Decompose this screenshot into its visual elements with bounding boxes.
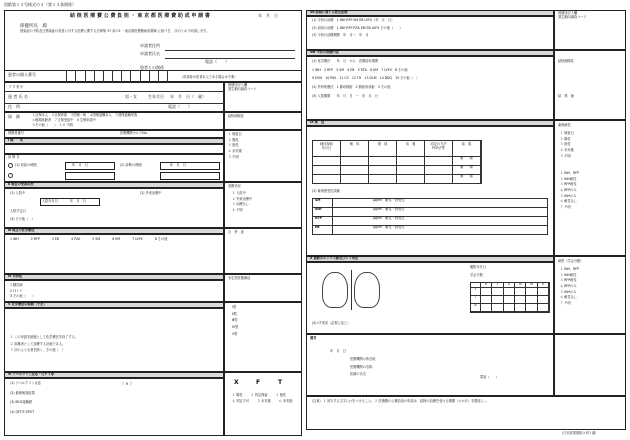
class-cell[interactable] [538, 288, 549, 295]
exam-cell[interactable] [369, 175, 397, 183]
remarks-fields [350, 358, 376, 381]
sec5-list [10, 336, 78, 356]
sec7-row[interactable]: (2) 前回の治療 1 INH RFP PZA SM EB LVFX その他（ ） [312, 25, 403, 30]
class-list [232, 306, 238, 339]
class-cell[interactable] [526, 288, 537, 295]
diagnosis-name-field[interactable] [4, 144, 224, 154]
drug-test-row [312, 217, 548, 226]
drug-item[interactable]: ３ RFP耐性 [560, 182, 577, 187]
drug-test-row [312, 208, 548, 217]
exam-cell[interactable] [341, 166, 369, 174]
result-item[interactable]: ４ 判定不可 [232, 398, 249, 403]
patient-age: 年 月 日（ 歳） [170, 94, 206, 99]
right-sub-item[interactable]: １ 検査日 [228, 132, 242, 136]
patient-relation-label: 患者との関係 [140, 65, 164, 70]
drug-test-row [312, 199, 548, 208]
class-row-header: r [471, 288, 481, 295]
sec6-item: (3) BCG接種歴 [10, 400, 32, 405]
class-row-header: l [471, 296, 481, 303]
exam-cell[interactable] [425, 157, 453, 165]
result-item[interactable]: ５ 未実施 [256, 398, 271, 403]
number-digit-box[interactable] [76, 70, 85, 82]
form-number: 別紙第１３号様式の３（第１３条関係） [4, 2, 76, 7]
second-visit-date: 年 月 日 [170, 163, 186, 167]
sec7-row[interactable]: (1) 今回の治療 1 INH RFP SM EB LVFX（年 月 日） [312, 18, 395, 22]
exam-cell[interactable] [341, 175, 369, 183]
sec10-title: Ⅹ 最新のエックス線及びＣＴ所見 [310, 256, 359, 260]
patient-phone: 電話（ ） [168, 104, 192, 109]
care-item[interactable]: ４ 不明 [232, 208, 243, 213]
right-code-title: 保健所記入欄 発生動向調査コード [228, 83, 257, 91]
diag-date-label: 診 断 日 [8, 155, 20, 159]
sec4-title: Ⅳ 合併症 [8, 274, 23, 278]
exam-cell[interactable] [313, 157, 341, 165]
sec3-drug[interactable]: 8 その他 [154, 237, 168, 241]
class-cell[interactable] [504, 296, 515, 303]
drug-name: RFP [313, 217, 333, 225]
exam-header: 培 養 [397, 141, 425, 156]
exam-cell[interactable]: 菌 陽 [453, 166, 481, 174]
right-sub-items-2 [560, 132, 574, 160]
exam-header: 結 果 [453, 141, 481, 156]
sec6-item: (1) ツベルクリン反応 [10, 381, 41, 385]
right-sub-item[interactable]: ５ 不明 [228, 154, 239, 159]
sec9-title: Ⅸ 検 査 [310, 120, 325, 124]
class-cell[interactable] [515, 304, 526, 311]
applicant-name-label: 申請者氏名 [140, 51, 160, 56]
exam-cell[interactable] [397, 157, 425, 165]
exam-cell[interactable] [341, 157, 369, 165]
exam-cell[interactable] [397, 175, 425, 183]
exam-header: 検体採取 年月日 [313, 141, 341, 156]
remarks-field: 医療機関の所在地 [350, 357, 376, 361]
right2-label-tb: 結 核 菌 [558, 94, 574, 98]
right-sub-item[interactable]: ５ 不明 [560, 153, 571, 158]
stamp-x: X [234, 379, 239, 386]
sec8-row[interactable]: (1) 化学療法 年 月 から 医療給付期間 [312, 59, 379, 63]
sec3-drug[interactable]: 2 RFP [30, 237, 40, 241]
tuberculin-value[interactable]: （ × ） [120, 381, 134, 386]
class-cell[interactable] [481, 296, 492, 303]
right-sub-item[interactable]: ４ 未実施 [228, 149, 242, 154]
insurance-types-3[interactable]: ９その他（ ） １０ 不明 [32, 123, 73, 127]
remarks-note: （注意）１ 該当する文字に○をつけること。２ 医療費の公費負担の申請は、結核の治療を受ける期間（６か月）を限度に… [310, 399, 487, 403]
first-visit-radio[interactable] [8, 163, 13, 168]
lung-right-diagram[interactable] [322, 272, 348, 308]
drug-item[interactable]: ５ INHのみ [560, 289, 577, 294]
drug-item[interactable]: ４ RFPのみ [560, 284, 577, 289]
drug-test-row [312, 226, 548, 235]
sec8-title: Ⅷ 今回の治療内容 [310, 50, 339, 54]
drug-name: INH [313, 208, 333, 216]
drug-test-table [312, 198, 548, 235]
class-col-header: IV [526, 283, 537, 287]
form-title: 結 核 医 療 費 公 費 負 担 ・ 東 京 都 医 療 費 助 成 申 請 書 [70, 13, 210, 19]
class-cell[interactable] [492, 288, 503, 295]
exam-cell[interactable] [425, 166, 453, 174]
furigana-label: フリガナ [8, 84, 24, 89]
class-cell[interactable] [515, 296, 526, 303]
right-sub-item[interactable]: ３ 陰性 [560, 142, 571, 147]
drug-item[interactable]: ７ 不明 [560, 301, 571, 306]
patient-relation-note: （申請者が患者本人である場合は不要） [180, 75, 238, 79]
sec8-row[interactable]: 1 INH 2 RFP 3 SM 4 EB 5 PZA 6 KM 7 LVFX 8 その他 [312, 67, 408, 72]
care-item[interactable]: ３ 治療なし [232, 202, 249, 207]
drug-item[interactable]: ２ INH耐性 [560, 272, 577, 277]
patient-number-label: 患者の個人番号 [8, 72, 36, 77]
sec2-planned[interactable]: 入院予定日 [10, 209, 26, 213]
care-item[interactable]: １ 入院中 [232, 191, 246, 195]
sec4-list [10, 284, 35, 301]
right-sub-item[interactable]: １ 検査日 [560, 131, 574, 135]
drug-test-label: (2) 薬剤感受性試験 [312, 189, 340, 193]
sec8-row[interactable]: (3) 入院期間 年 月 日 ～ 年 月 日 [312, 93, 379, 98]
class-cell[interactable] [481, 288, 492, 295]
drug-item[interactable]: ４ RFPのみ [560, 188, 577, 193]
sec4-item[interactable]: 1 糖尿病 [10, 283, 23, 287]
sec5-item[interactable]: ３ 次のような者を除く、その他（ ） [10, 348, 66, 353]
sec6-title: Ⅵ ツベルクリン反応・ＱＦＴ等 [8, 372, 54, 376]
stamp-t: T [278, 379, 283, 386]
right-sub-item[interactable]: ４ 未実施 [560, 148, 574, 153]
sec7-row[interactable]: (3) 今回の治療期間 年 月～ 年 月 [312, 33, 369, 38]
class-item[interactable]: Ⅳ型 [232, 325, 239, 330]
drug-item[interactable]: １ INH、RFP [560, 267, 580, 271]
exam-cell[interactable] [369, 166, 397, 174]
number-digit-box[interactable] [86, 70, 95, 82]
drug-item[interactable]: ７ 不明 [560, 205, 571, 210]
drug-item[interactable]: ２ INH耐性 [560, 176, 577, 181]
class-item[interactable]: Ⅰ型 [232, 305, 237, 309]
class-cell[interactable] [538, 296, 549, 303]
right2-label-result: 結核菌陽性 [558, 59, 574, 63]
sec6-item: (2) 最新検査結果 [10, 390, 35, 395]
sec3-title: Ⅲ 現在の化学療法 [8, 228, 35, 232]
drug-name: SM [313, 199, 333, 207]
remarks-field: 医療機関の名称 [350, 364, 373, 369]
number-digit-box[interactable] [131, 70, 140, 82]
sec1-title: Ⅰ 病 名 [8, 138, 24, 142]
sec6-item: (4) QFT/T-SPOT [10, 410, 35, 415]
first-visit-label: (1) 初診の時期 [15, 163, 37, 167]
care-item[interactable]: ２ 外来治療中 [232, 196, 253, 201]
result-item[interactable]: ３ 陰性 [275, 393, 287, 397]
drug-result[interactable]: μg/ml 耐性・感受性 [373, 198, 405, 202]
class-cell[interactable] [526, 296, 537, 303]
sec8-row[interactable]: (2) 外科的療法 1 肺切除術 2 胸郭形成術 3 その他 [312, 85, 391, 90]
sec2-inpatient[interactable]: (1) 入院中 [10, 191, 26, 195]
class-col-header: 0 [481, 283, 492, 287]
remarks-field: 医師の氏名 [350, 372, 366, 377]
result-item[interactable]: １ 陽性 [232, 393, 243, 397]
right-sub-items [228, 133, 242, 161]
exam-row [313, 175, 481, 184]
class-item[interactable]: Ⅱ型 [232, 311, 237, 316]
first-visit-date: 年 月 日 [72, 163, 88, 167]
remarks-phone: 電話（ ） [480, 375, 500, 379]
patient-number-boxes[interactable] [58, 70, 168, 82]
class-cell[interactable] [538, 304, 549, 311]
result-item[interactable]: ２ 判定保留 [250, 393, 268, 397]
class-cell[interactable] [526, 304, 537, 311]
sec2-other[interactable]: (3) その他（ ） [10, 217, 35, 221]
class-col-header: III [515, 283, 526, 287]
sec2-outpatient[interactable]: (2) 外来治療中 [140, 191, 162, 195]
result-item[interactable]: ６ 未実施 [278, 398, 293, 403]
drug-name: EB [313, 226, 333, 234]
drug-item[interactable]: １ INH、RFP [560, 171, 580, 175]
right-label-1: 結核菌陽性 [228, 114, 244, 118]
exam-cell[interactable] [313, 166, 341, 174]
exam-header: 同定の方法 PCR法等 [425, 141, 453, 156]
class-item[interactable]: Ⅴ型 [232, 331, 238, 336]
class-cell[interactable] [492, 296, 503, 303]
applicant-addr-label: 申請者住所 [140, 43, 160, 48]
insurance-types[interactable]: １社保本人 ２社保家族 ３国保一般 ４国保退職本人 ５国保退職家族 [32, 113, 138, 117]
sec4-item[interactable]: 2 ＨＩＶ [10, 288, 23, 293]
class-cell[interactable] [481, 304, 492, 311]
exam-cell[interactable]: 菌 陽 [453, 157, 481, 165]
sec2-entry-date: 年 月 日 [70, 199, 86, 203]
number-digit-box[interactable] [122, 70, 131, 82]
ct-label: (4) CT所見（必要に応じ） [312, 321, 351, 325]
insurance-label: 保 険 [8, 114, 20, 119]
drug-list-2 [560, 268, 579, 308]
class-col-header: II [504, 283, 515, 287]
class-cell[interactable] [504, 288, 515, 295]
sec5-title: Ⅴ 化学療法の期間（予定） [8, 302, 47, 306]
sec3-drug[interactable]: 5 SM [92, 237, 101, 241]
number-digit-box[interactable] [159, 70, 168, 82]
class-row-header: b [471, 304, 481, 311]
sec3-drug[interactable]: 7 LVFX [132, 237, 143, 241]
sec5-item[interactable]: ２ 指導者として診療する計画である。 [10, 341, 66, 346]
patient-name-label: 患 者 氏 名 [8, 94, 28, 99]
exam-cell[interactable]: 菌 陽 [453, 175, 481, 183]
result-list [232, 394, 298, 403]
number-digit-box[interactable] [141, 70, 150, 82]
header-date: 年 月 日 [258, 13, 278, 18]
exam-cell[interactable] [425, 175, 453, 183]
sec4-item[interactable]: 3 その他（ ） [10, 294, 36, 299]
drug-item[interactable]: ６ 耐性なし [560, 295, 577, 300]
class-cell[interactable] [504, 304, 515, 311]
right-sub-item[interactable]: ３ 陰性 [228, 143, 239, 148]
number-digit-box[interactable] [104, 70, 113, 82]
right2-code-title: 保健所記入欄 発生動向調査コード [558, 11, 587, 19]
sec3-drug-list [10, 238, 220, 242]
sec8-rows [312, 60, 419, 103]
care-list [232, 192, 252, 215]
right-label-care: 受療状況 [228, 184, 241, 188]
class-table [470, 282, 550, 313]
footer-spec: （日本産業規格Ａ列３番） [560, 431, 599, 435]
xray-date-label: 撮影年月日 [470, 265, 486, 269]
exam-table [312, 140, 482, 184]
second-visit-label: (2) 診断の時期 [120, 163, 142, 167]
right-sub-item[interactable]: ２ 陽性 [228, 137, 239, 142]
sec5-item[interactable]: １ この申請を最後として化学療法を終了する。 [10, 335, 78, 339]
stamp-f: F [256, 379, 261, 386]
exam-cell[interactable] [397, 166, 425, 174]
sec7-title: Ⅶ 結核に関する既往医療 [310, 10, 348, 14]
sec6-list [10, 382, 41, 421]
applicant-phone: 電話（ ） [205, 59, 229, 64]
drug-result[interactable]: μg/ml 耐性・感受性 [373, 207, 405, 211]
drug-item[interactable]: ６ 耐性なし [560, 199, 577, 204]
exam-header: 検 体 [341, 141, 369, 156]
sec3-drug[interactable]: 4 PZA [71, 237, 81, 241]
sec8-row[interactable]: 9 EVM 10 PAS 11 CS 12 TH 13 DLM 14 BDQ 15 その他（ ） [312, 76, 420, 81]
patient-address-label: 住 所 [8, 104, 20, 109]
lung-left-diagram[interactable] [354, 272, 380, 308]
class-item[interactable]: Ⅲ型 [232, 318, 238, 323]
right2-label-drug: 薬剤耐性 [558, 123, 571, 127]
right-sub-item[interactable]: ２ 陽性 [560, 136, 571, 141]
addressee: 保健所長 殿 [20, 24, 47, 29]
number-digit-box[interactable] [67, 70, 76, 82]
statute-text: 感染症の予防及び感染症の患者に対する医療に関する法律第 37 条の2 ・東京都医療費助成要綱 に基づき、 次のとおり申請します。 [20, 29, 210, 33]
exam-cell[interactable] [369, 157, 397, 165]
class-col-header: I [492, 283, 503, 287]
exam-cell[interactable] [313, 175, 341, 183]
remarks-title: 備考 [310, 336, 317, 340]
exam-header: 塗 抹 [369, 141, 397, 156]
patient-sex[interactable]: 男・女 [125, 94, 137, 99]
sec2-title: Ⅱ 現在の受診状況 [8, 182, 34, 186]
insurance-types-2[interactable]: ６後期高齢者 ７生保受給中 ８生保申請中 [32, 118, 96, 122]
class-cell[interactable] [492, 304, 503, 311]
class-cell[interactable] [515, 288, 526, 295]
sec2-entry-date-label: 入院年月日 [42, 199, 58, 203]
sec3-drug[interactable]: 1 INH [10, 237, 19, 241]
exam-row [313, 157, 481, 166]
class-col-header: V [538, 283, 549, 287]
sec3-drug[interactable]: 3 EB [51, 237, 60, 241]
insurer-number-label: 保険者番号 [8, 131, 24, 135]
number-digit-box[interactable] [113, 70, 122, 82]
drug-item[interactable]: ５ INHのみ [560, 193, 577, 198]
chart-number-label: 医療機関カルテNo. [120, 131, 148, 135]
number-digit-box[interactable] [150, 70, 159, 82]
sec3-drug[interactable]: 6 KM [112, 237, 121, 241]
exam-row [313, 166, 481, 175]
sec7-rows [312, 19, 403, 42]
right2-label-class: 病型（学会分類） [558, 259, 584, 263]
drug-result[interactable]: μg/ml 耐性・感受性 [373, 225, 405, 229]
remarks-date: 年 月 日 [330, 349, 346, 353]
class-label: 学会分類 [470, 273, 483, 277]
drug-item[interactable]: ３ RFP耐性 [560, 278, 577, 283]
drug-resistance-list [560, 172, 579, 212]
patient-birth-label: 生年月日 [148, 94, 164, 99]
right-label-complication: 合 併 症 [228, 230, 244, 234]
right-label-ntm: 非定型抗酸菌症 [228, 276, 251, 280]
number-digit-box[interactable] [58, 70, 67, 82]
number-digit-box[interactable] [95, 70, 104, 82]
drug-result[interactable]: μg/ml 耐性・感受性 [373, 216, 405, 220]
